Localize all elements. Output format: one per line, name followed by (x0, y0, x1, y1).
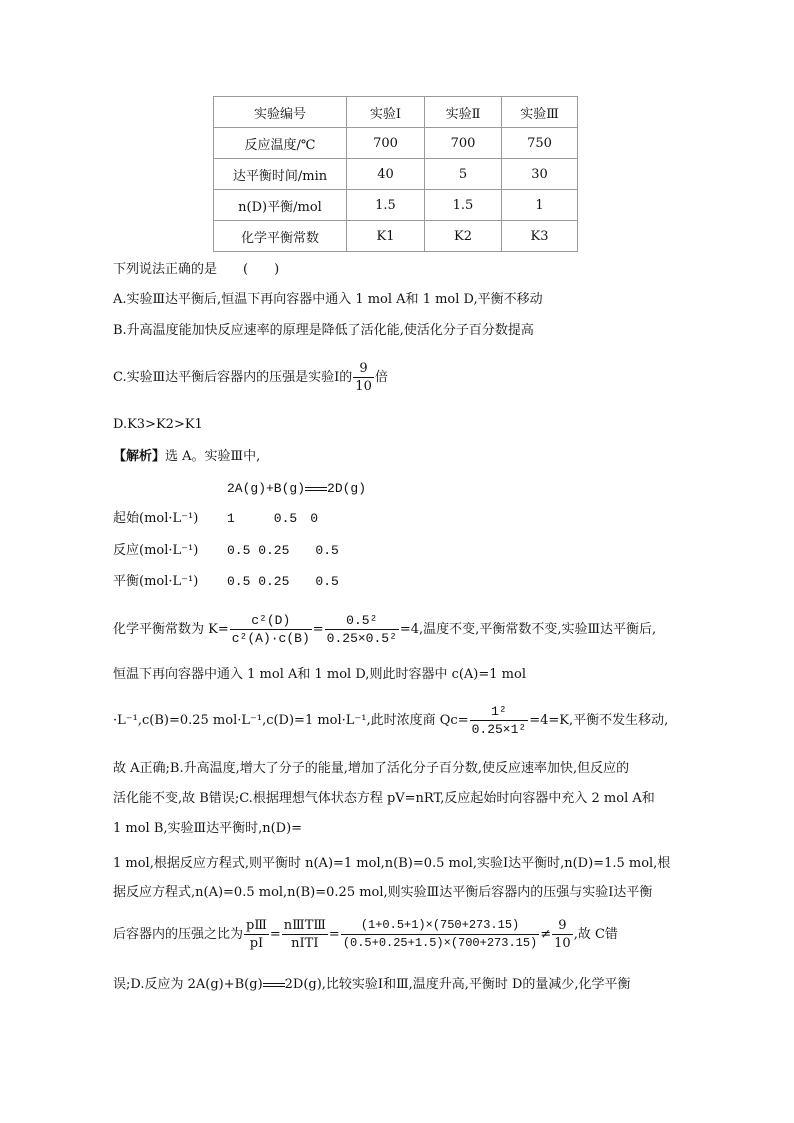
nine-tenths-fraction: $\frac{9}{10}$ (554, 918, 571, 951)
table-cell: 实验Ⅰ (347, 97, 425, 128)
experiment-table (213, 96, 578, 252)
solution-line-3: ·L⁻¹,c(B)=0.25 mol·L⁻¹,c(D)=1 mol·L⁻¹,此时浓度商 Qc= $\frac{\text{1²}}{\text{0.25×1²}}$ =4=K,平衡不发生移动, (113, 704, 669, 737)
table-cell: 化学平衡常数 (214, 221, 347, 252)
k-fraction: $\frac{\text{c²(D)}}{\text{c²(A)·c(B)}}$ (231, 613, 310, 646)
option-c: C.实验Ⅲ达平衡后容器内的压强是实验Ⅰ的 $\frac{9}{10}$ 倍 (113, 361, 388, 394)
solution-line-10: 误;D.反应为 2A(g)+B(g) 2D(g),比较实验Ⅰ和Ⅲ,温度升高,平衡时 D的量减少,化学平衡 (113, 977, 631, 992)
nt-ratio-fraction: $\frac{\text{nⅢTⅢ}}{\text{nⅠTⅠ}}$ (283, 918, 326, 951)
solution-line-4: 故 A正确;B.升高温度,增大了分子的能量,增加了活化分子百分数,使反应速率加快,但反应的 (113, 761, 630, 776)
table-cell: K2 (425, 221, 502, 252)
question-stem: 下列说法正确的是 ( ) (113, 262, 280, 277)
table-cell: 1.5 (425, 190, 502, 221)
table-cell: 700 (425, 128, 502, 159)
table-cell: 实验Ⅲ (502, 97, 578, 128)
table-cell: 1 (502, 190, 578, 221)
table-row (214, 97, 578, 128)
table-cell: 30 (502, 159, 578, 190)
table-cell: 达平衡时间/min (214, 159, 347, 190)
row-start: 起始(mol·L⁻¹) 1 0.5 0 (113, 511, 319, 526)
fraction-nine-tenths: $\frac{9}{10}$ (355, 361, 372, 394)
p-ratio-fraction: $\frac{\text{pⅢ}}{\text{pⅠ}}$ (246, 918, 267, 951)
table-cell: K3 (502, 221, 578, 252)
table-cell: 反应温度/℃ (214, 128, 347, 159)
option-d: D.K3>K2>K1 (113, 417, 203, 432)
equilibrium-arrow-icon (305, 485, 327, 493)
table-cell: 1.5 (347, 190, 425, 221)
pressure-ratio: 后容器内的压强之比为 $\frac{\text{pⅢ}}{\text{pⅠ}}$ = $\frac{\text{nⅢTⅢ}}{\text{nⅠTⅠ}}$ = $\frac{(1+0.5+1)\times(750+273.15)}{(0.5+0.25+1.5)\times(700+273.15)}$ ≠ $\frac{9}{10}$ ,故 C错 (113, 918, 618, 951)
table-cell: 实验编号 (214, 97, 347, 128)
equilibrium-arrow-icon (263, 981, 285, 989)
table-cell: 40 (347, 159, 425, 190)
table-cell: K1 (347, 221, 425, 252)
solution-line-6: 1 mol B,实验Ⅲ达平衡时,n(D)= (113, 821, 303, 836)
option-b: B.升高温度能加快反应速率的原理是降低了活化能,使活化分子百分数提高 (113, 323, 534, 338)
table-cell: 实验Ⅱ (425, 97, 502, 128)
solution-line-7: 1 mol,根据反应方程式,则平衡时 n(A)=1 mol,n(B)=0.5 mol,实验Ⅰ达平衡时,n(D)=1.5 mol,根 (113, 856, 671, 871)
k-value-fraction: $\frac{\text{0.5²}}{\text{0.25×0.5²}}$ (326, 613, 397, 646)
numeric-ratio-fraction: $\frac{(1+0.5+1)\times(750+273.15)}{(0.5+0.25+1.5)\times(700+273.15)}$ (342, 918, 538, 950)
table-row (214, 190, 578, 221)
table-cell: 700 (347, 128, 425, 159)
solution-intro: 【解析】选 A。实验Ⅲ中, (113, 449, 261, 464)
row-equilibrium: 平衡(mol·L⁻¹) 0.5 0.25 0.5 (113, 574, 339, 589)
table-row (214, 159, 578, 190)
table-row (214, 128, 578, 159)
solution-line-5: 活化能不变,故 B错误;C.根据理想气体状态方程 pV=nRT,反应起始时向容器中充入 2 mol A和 (113, 791, 655, 806)
row-reaction: 反应(mol·L⁻¹) 0.5 0.25 0.5 (113, 543, 339, 558)
table-cell: n(D)平衡/mol (214, 190, 347, 221)
k-expression: 化学平衡常数为 K= $\frac{\text{c²(D)}}{\text{c²(A)·c(B)}}$ = $\frac{\text{0.5²}}{\text{0.25×0.5²}}$ =4,温度不变,平衡常数不变,实验Ⅲ达平衡后, (113, 613, 657, 646)
solution-line-2: 恒温下再向容器中通入 1 mol A和 1 mol D,则此时容器中 c(A)=1 mol (113, 667, 526, 682)
table-cell: 5 (425, 159, 502, 190)
table-row (214, 221, 578, 252)
reaction-equation: 2A(g)+B(g) 2D(g) (227, 481, 367, 496)
solution-line-8: 据反应方程式,n(A)=0.5 mol,n(B)=0.25 mol,则实验Ⅲ达平衡后容器内的压强与实验Ⅰ达平衡 (113, 885, 653, 900)
option-a: A.实验Ⅲ达平衡后,恒温下再向容器中通入 1 mol A和 1 mol D,平衡不移动 (113, 292, 543, 307)
q-fraction: $\frac{\text{1²}}{\text{0.25×1²}}$ (471, 704, 527, 737)
table-cell: 750 (502, 128, 578, 159)
